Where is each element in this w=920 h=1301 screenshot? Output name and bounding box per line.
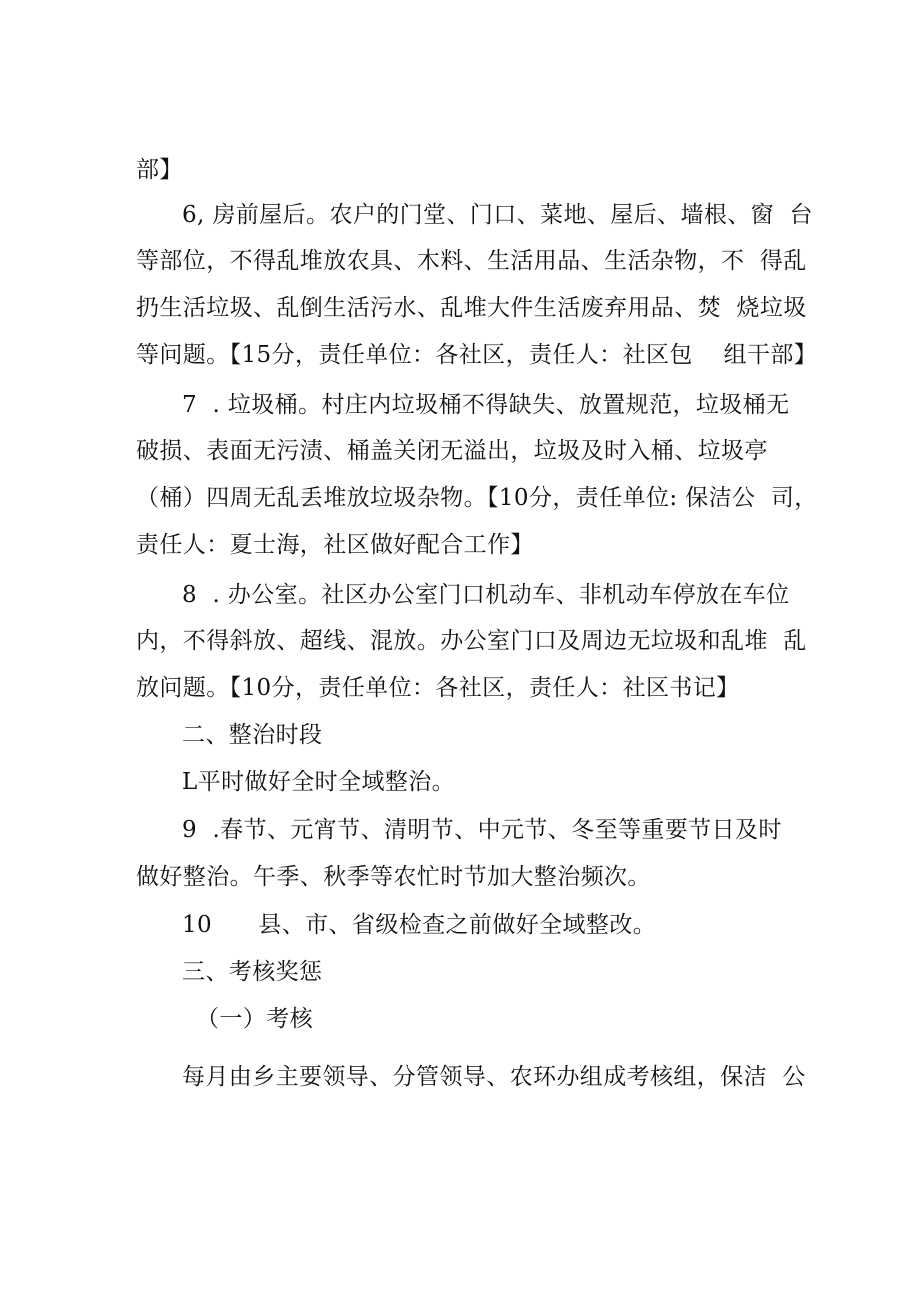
item-7-line-4: 责任人：夏士海，社区做好配合工作】 [136,532,534,558]
period-item-1: L平时做好全时全域整治。 [182,769,456,795]
period-item-10: 10 县、市、省级检查之前做好全域整改。 [182,912,657,938]
item-7-line-1: 7 . 垃圾桶。村庄内垃圾桶不得缺失、放置规范，垃圾桶无 [182,392,790,418]
item-8-line-2: 内，不得斜放、超线、混放。办公室门口及周边无垃圾和乱堆 乱 [136,628,807,654]
section-heading-assessment: 三、考核奖惩 [182,959,323,985]
item-8-line-1: 8 . 办公室。社区办公室门口机动车、非机动车停放在车位 [182,582,790,608]
item-6-line-2: 等部位，不得乱堆放农具、木料、生活用品、生活杂物，不 得乱 [136,248,807,274]
assessment-paragraph-line-1: 每月由乡主要领导、分管领导、农环办组成考核组，保洁 公 [182,1064,806,1090]
period-item-9-line-2: 做好整治。午季、秋季等农忙时节加大整治频次。 [136,864,651,890]
item-6-line-1: 6, 房前屋后。农户的门堂、门口、菜地、屋后、墙根、窗 台 [182,202,813,228]
item-7-line-3: （桶）四周无乱丢堆放垃圾杂物。【10分，责任单位: 保洁公 司， [136,485,818,511]
period-item-9-line-1: 9 .春节、元宵节、清明节、中元节、冬至等重要节日及时 [182,817,782,843]
item-6-line-3: 扔生活垃圾、乱倒生活污水、乱堆大件生活废弃用品、焚 烧垃圾 [136,295,807,321]
item-7-line-2: 破损、表面无污渍、桶盖关闭无溢出，垃圾及时入桶、垃圾亭 [136,438,768,464]
subsection-heading-assessment: （一）考核 [196,1006,313,1032]
section-heading-period: 二、整治时段 [182,722,323,748]
item-8-line-3: 放问题。【10分，责任单位：各社区，责任人：社区书记】 [136,675,740,701]
item-6-line-4: 等问题。【15分，责任单位：各社区，责任人：社区包 组干部】 [136,342,818,368]
text-line-continuation: 部】 [136,157,183,183]
